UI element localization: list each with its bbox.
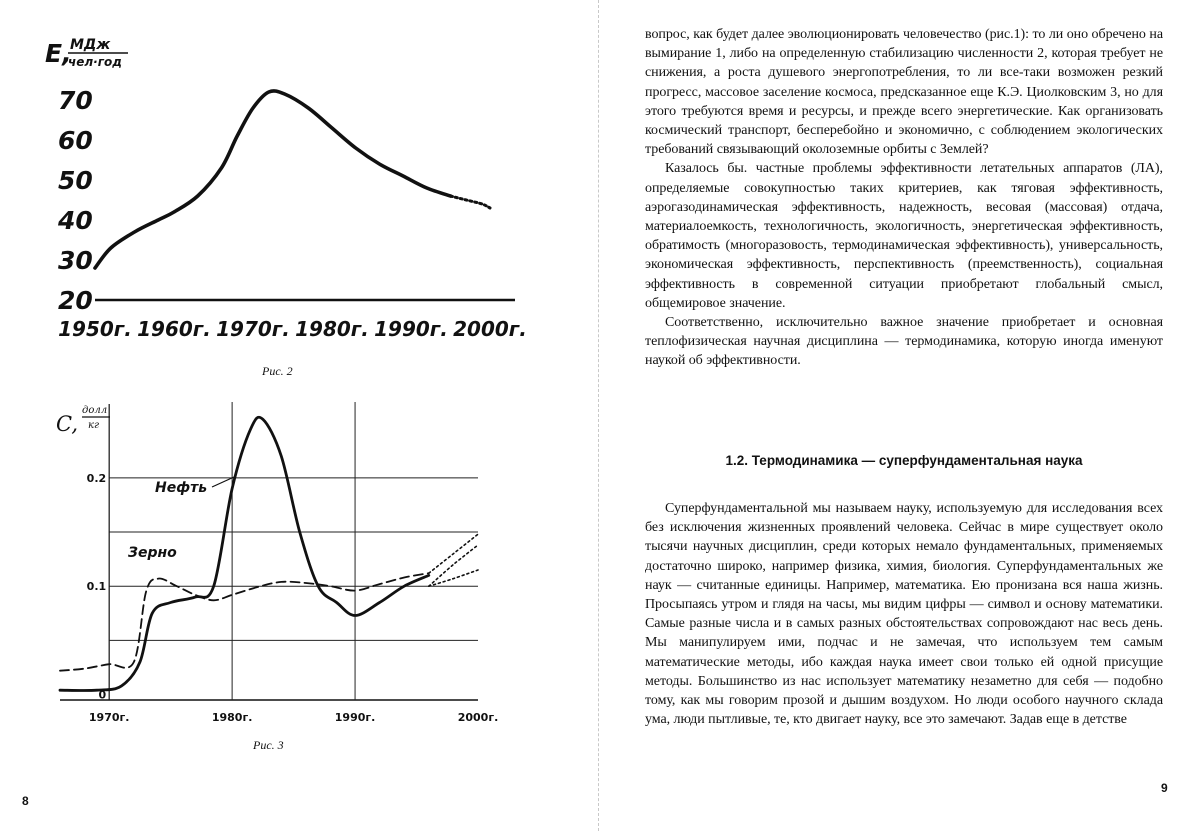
right-page: [600, 0, 1200, 831]
fig2-x-tick-label: 1950г.: [58, 317, 132, 341]
fig3-y-unit-numerator: долл: [82, 405, 108, 416]
fig3-y-tick-label: 0: [98, 688, 107, 702]
fig2-y-tick-label: 50: [58, 166, 93, 195]
fig3-label-oil-leader: [212, 477, 234, 487]
fig3-series-line-dotted: [429, 570, 478, 586]
fig3-series-line-dotted: [429, 534, 478, 573]
fig2-y-tick-label: 40: [58, 206, 93, 235]
fig2-x-tick-label: 2000г.: [453, 317, 527, 341]
fig2-x-tick-label: 1980г.: [295, 317, 369, 341]
fig3-series-line-solid: [60, 417, 429, 690]
fig3-y-unit-denominator: кг: [88, 420, 100, 431]
paragraph: вопрос, как будет далее эволюционировать человечество (рис.1): то ли оно обречено на вымирание 1, либо на определенную стабилизацию численности 2, которая требует не снижения, а роста душевого энергопотребления, то ли все-таки возможен резкий прогресс, массовое заселение космоса, предсказанное еще К.Э. Циолковским 3, но для этого требуются время и ресурсы, и прежде всего энергетические. Как организовать космический транспорт, бесперебойно и экономично, с соблюдением экологических требований связывающий околоземные орбиты с Землей?: [645, 27, 1163, 158]
page-number-right: 9: [1161, 781, 1168, 795]
fig3-y-axis-title: [56, 405, 110, 436]
paragraph: Казалось бы. частные проблемы эффективности летательных аппаратов (ЛА), определяемые совокупностью таких критериев, как тяговая эффективность, аэрогазодинамическая эффективность, надежность, весовая (массовая) отдача, материалоемкость, технологичность, экологичность, энергетическая эффективность, обратимость (многоразовость, термодинамическая эффективность), универсальность, экономическая эффективность, перспективность (преемственность), социальная эффективность в современной ситуации приобретают глобальный смысл, общемировое значение.: [645, 161, 1163, 311]
figure-3-chart: [0, 0, 598, 760]
left-page: [0, 0, 598, 831]
fig2-y-unit-numerator: МДж: [70, 37, 111, 53]
fig3-x-tick-label: 1970г.: [88, 711, 130, 724]
body-text-top: [645, 25, 1163, 371]
fig2-y-tick-label: 20: [58, 286, 93, 315]
fig2-y-tick-label: 60: [58, 126, 93, 155]
paragraph: Соответственно, исключительно важное значение приобретает и основная теплофизическая научная дисциплина — термодинамика, которую иногда именуют наукой об эффективности.: [645, 315, 1163, 369]
fig3-label-grain: Зерно: [128, 545, 177, 561]
fig2-y-unit-denominator: чел·год: [68, 55, 122, 69]
figure-2-caption: Рис. 2: [262, 364, 293, 378]
section-heading: 1.2. Термодинамика — суперфундаментальная наука: [725, 453, 1083, 468]
fig3-grid: [60, 402, 478, 700]
page-number-left: 8: [22, 794, 29, 808]
fig3-x-tick-label: 1980г.: [211, 711, 253, 724]
fig2-y-tick-label: 70: [58, 86, 93, 115]
fig2-x-tick-label: 1990г.: [374, 317, 448, 341]
fig2-x-tick-label: 1960г.: [137, 317, 211, 341]
fig2-y-symbol: E,: [45, 39, 72, 68]
fig3-series: [60, 417, 478, 690]
fig3-x-ticks: [89, 711, 498, 724]
fig3-y-tick-label: 0.1: [86, 580, 107, 594]
fig2-x-tick-label: 1970г.: [216, 317, 290, 341]
fig3-series-line-dotted: [429, 545, 478, 586]
body-text-bottom: [645, 499, 1163, 729]
fig3-y-symbol: C,: [56, 412, 78, 436]
fig3-x-tick-label: 2000г.: [457, 711, 499, 724]
figure-3-caption: Рис. 3: [253, 738, 284, 752]
fig3-x-tick-label: 1990г.: [334, 711, 376, 724]
fig3-label-oil: Нефть: [155, 480, 208, 496]
fig3-series-line-dashed: [60, 573, 429, 671]
fig3-y-tick-label: 0.2: [86, 471, 107, 485]
paragraph: Суперфундаментальной мы называем науку, используемую для исследования всех без исключения жизненных проявлений человека. Сейчас в мире существует около тысячи научных дисциплин, среди которых немало фундаментальных, применяемых достаточно широко, например физика, химия, биология. Суперфундаментальных же наук — считанные единицы. Например, математика. Ею пронизана вся наша жизнь. Просыпаясь утром и глядя на часы, мы видим цифры — символ и основу математики. Самые разные числа и в самых разных обстоятельствах сопровождают нас весь день. Мы манипулируем ими, подчас и не замечая, что используем тем самым математические методы, ибо каждая наука имеет свои только ей одной присущие методы. Большинство из нас использует математику незаметно для себя — подобно тому, как мы говорим прозой и дышим воздухом. Но люди особого научного склада ума, люди пытливые, те, кто двигает науку, все это замечают. Задав еще в детстве: [645, 501, 1163, 728]
fig2-y-tick-label: 30: [58, 246, 93, 275]
